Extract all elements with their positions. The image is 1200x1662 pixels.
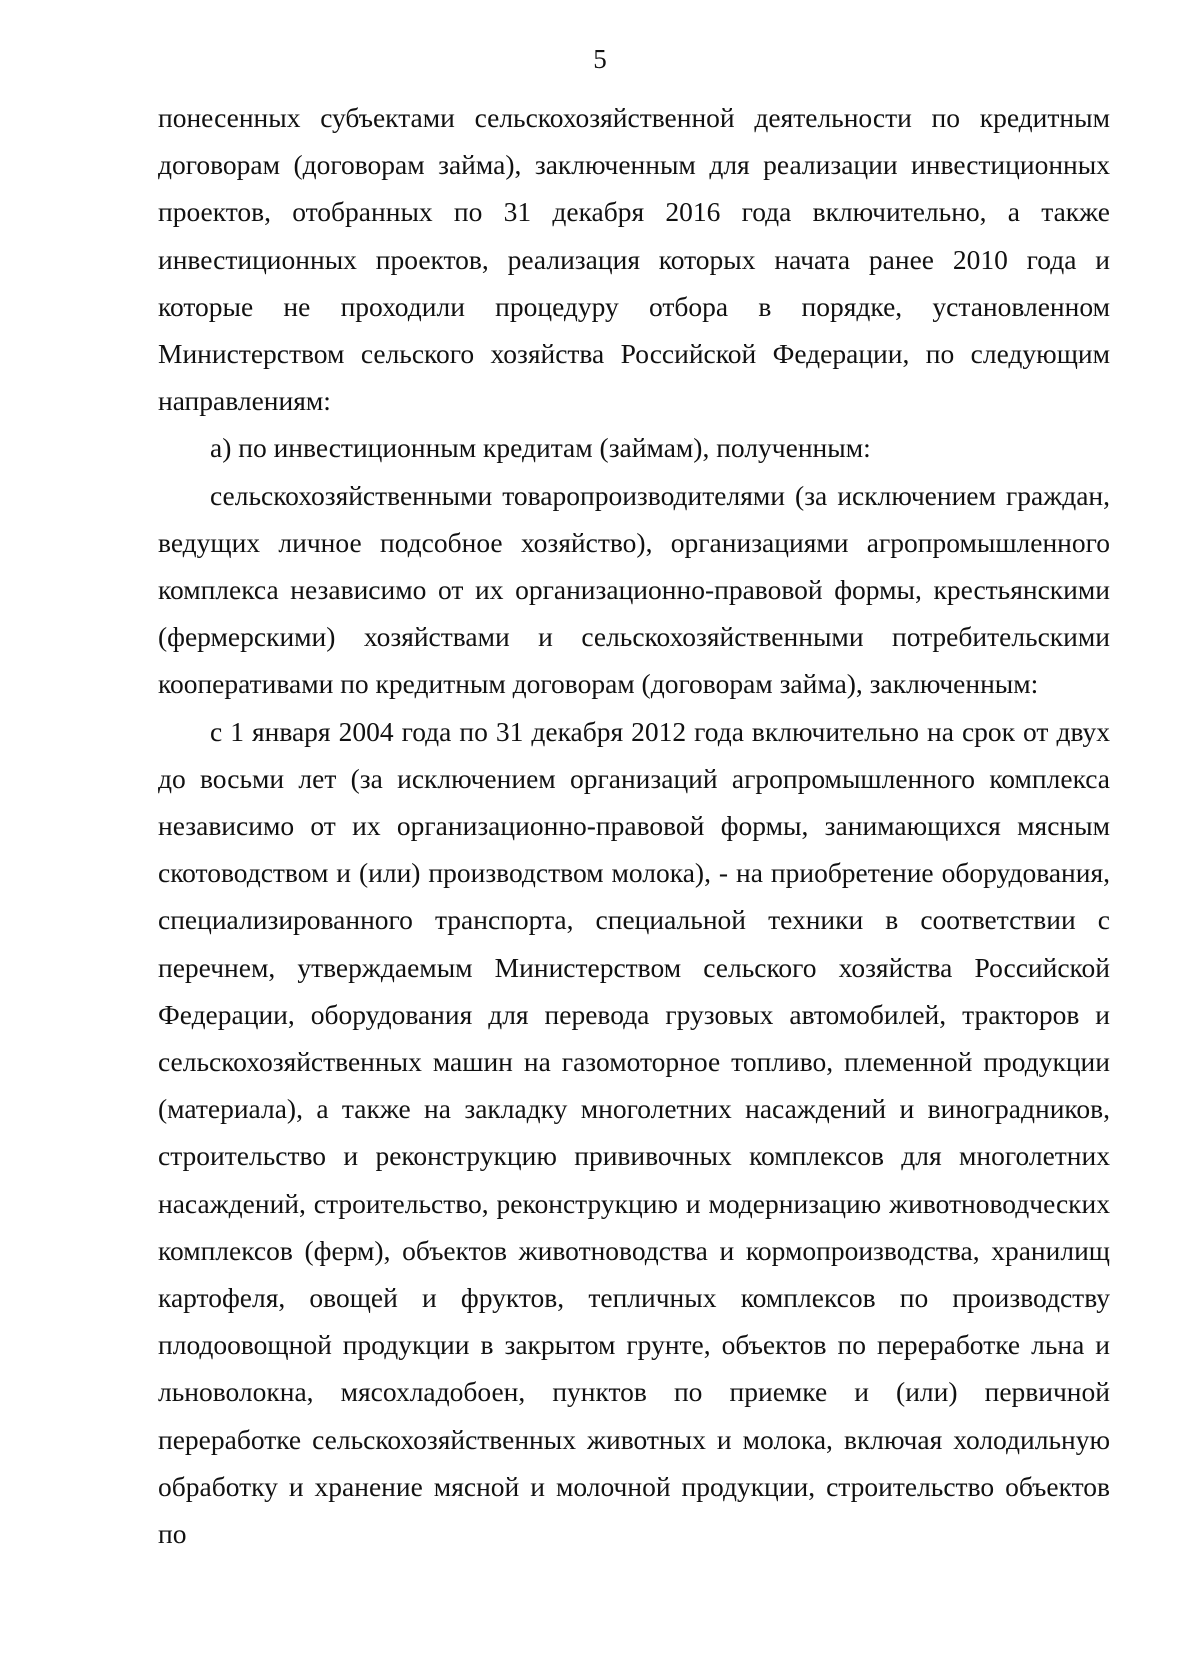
paragraph-term-2004-2012: с 1 января 2004 года по 31 декабря 2012 года включительно на срок от двух до восьми лет (за исключением организаций агропромышленного комплекса независимо от их организационно-правовой формы, занимающихся мясным скотоводством и (или) производством молока), - на приобретение оборудования, специализированного транспорта, специальной техники в соответствии с перечнем, утверждаемым Министерством сельского хозяйства Российской Федерации, оборудования для перевода грузовых автомобилей, тракторов и сельскохозяйственных машин на газомоторное топливо, племенной продукции (материала), а также на закладку многолетних насаждений и виноградников, строительство и реконструкцию прививочных комплексов для многолетних насаждений, строительство, реконструкцию и модернизацию животноводческих комплексов (ферм), объектов животноводства и кормопроизводства, хранилищ картофеля, овощей и фруктов, тепличных комплексов по производству плодоовощной продукции в закрытом грунте, объектов по переработке льна и льноволокна, мясохладобоен, пунктов по приемке и (или) первичной переработке сельскохозяйственных животных и молока, включая холодильную обработку и хранение мясной и молочной продукции, строительство объектов по: [158, 715, 1110, 1550]
paragraph-item-a: а) по инвестиционным кредитам (займам), полученным:: [210, 432, 871, 464]
page-number: 5: [593, 44, 607, 74]
paragraph-recipients: сельскохозяйственными товаропроизводителями (за исключением граждан, ведущих личное подсобное хозяйство), организациями агропромышленного комплекса независимо от их организационно-правовой формы, крестьянскими (фермерскими) хозяйствами и сельскохозяйственными потребительскими кооперативами по кредитным договорам (договорам займа), заключенным:: [158, 479, 1110, 700]
document-body: [158, 94, 1110, 1557]
paragraph-continuation: понесенных субъектами сельскохозяйственной деятельности по кредитным договорам (договорам займа), заключенным для реализации инвестиционных проектов, отобранных по 31 декабря 2016 года включительно, а также инвестиционных проектов, реализация которых начата ранее 2010 года и которые не проходили процедуру отбора в порядке, установленном Министерством сельского хозяйства Российской Федерации, по следующим направлениям:: [158, 102, 1110, 417]
